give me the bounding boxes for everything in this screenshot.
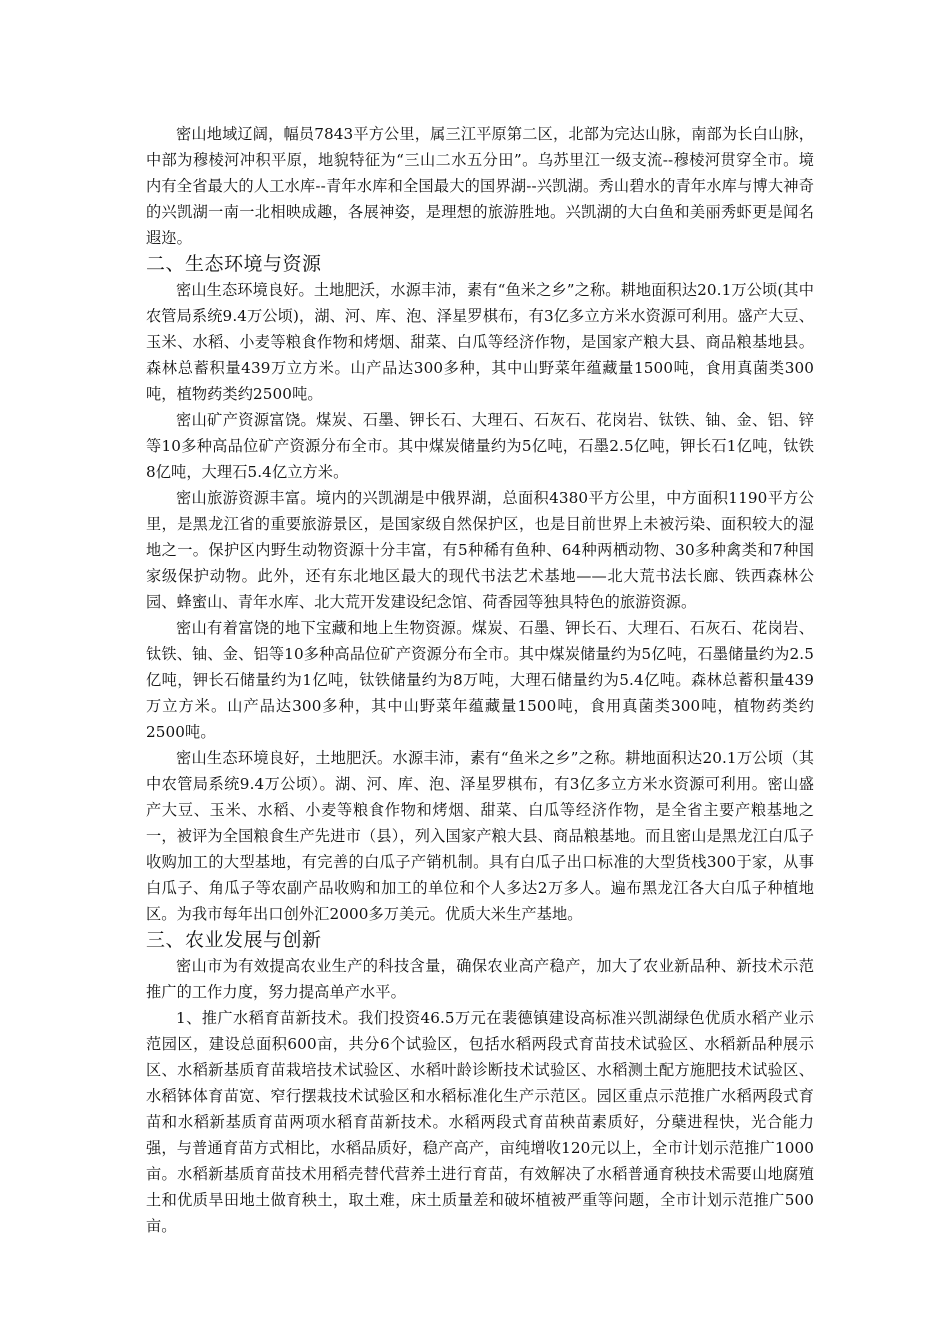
section-heading-agriculture: 三、农业发展与创新 [146, 929, 322, 951]
paragraph-agriculture-base: 密山生态环境良好，土地肥沃。水源丰沛，素有“鱼米之乡”之称。耕地面积达20.1万公顷（其中农管局系统9.4万公顷）。湖、河、库、泡、泽星罗棋布，有3亿多立方米水资源可利用。密山盛产大豆、玉米、水稻、小麦等粮食作物和烤烟、甜菜、白瓜等经济作物，是全省主要产粮基地之一，被评为全国粮食生产先进市（县），列入国家产粮大县、商品粮基地。而且密山是黑龙江白瓜子收购加工的大型基地，有完善的白瓜子产销机制。具有白瓜子出口标准的大型货栈300于家，从事白瓜子、角瓜子等农副产品收购和加工的单位和个人多达2万多人。遍布黑龙江各大白瓜子种植地区。为我市每年出口创外汇2000多万美元。优质大米生产基地。 [146, 749, 814, 923]
section-heading-ecology: 二、生态环境与资源 [146, 253, 322, 275]
paragraph-minerals: 密山矿产资源富饶。煤炭、石墨、钾长石、大理石、石灰石、花岗岩、钛铁、铀、金、铝、锌等10多种高品位矿产资源分布全市。其中煤炭储量约为5亿吨，石墨2.5亿吨，钾长石1亿吨，钛铁8亿吨，大理石5.4亿立方米。 [146, 411, 814, 481]
paragraph-agri-intro: 密山市为有效提高农业生产的科技含量，确保农业高产稳产，加大了农业新品种、新技术示范推广的工作力度，努力提高单产水平。 [146, 957, 814, 1001]
paragraph-rice-seedling: 1、推广水稻育苗新技术。我们投资46.5万元在裴德镇建设高标准兴凯湖绿色优质水稻产业示范园区，建设总面积600亩，共分6个试验区，包括水稻两段式育苗技术试验区、水稻新品种展示区、水稻新基质育苗栽培技术试验区、水稻叶龄诊断技术试验区、水稻测土配方施肥技术试验区、水稻钵体育苗宽、窄行摆栽技术试验区和水稻标准化生产示范区。园区重点示范推广水稻两段式育苗和水稻新基质育苗两项水稻育苗新技术。水稻两段式育苗秧苗素质好，分蘖进程快，光合能力强，与普通育苗方式相比，水稻品质好，稳产高产，亩纯增收120元以上，全市计划示范推广1000亩。水稻新基质育苗技术用稻壳替代营养土进行育苗，有效解决了水稻普通育秧技术需要山地腐殖土和优质旱田地土做育秧土，取土难，床土质量差和破坏植被严重等问题，全市计划示范推广500亩。 [146, 1009, 814, 1235]
paragraph-tourism: 密山旅游资源丰富。境内的兴凯湖是中俄界湖，总面积4380平方公里，中方面积1190平方公里，是黑龙江省的重要旅游景区，是国家级自然保护区，也是目前世界上未被污染、面积较大的湿地之一。保护区内野生动物资源十分丰富，有5种稀有鱼种、64种两栖动物、30多种禽类和7种国家级保护动物。此外，还有东北地区最大的现代书法艺术基地——北大荒书法长廊、铁西森林公园、蜂蜜山、青年水库、北大荒开发建设纪念馆、荷香园等独具特色的旅游资源。 [146, 489, 814, 611]
paragraph-ecology: 密山生态环境良好。土地肥沃，水源丰沛，素有“鱼米之乡”之称。耕地面积达20.1万公顷(其中农管局系统9.4万公顷)，湖、河、库、泡、泽星罗棋布，有3亿多立方米水资源可利用。盛产大豆、玉米、水稻、小麦等粮食作物和烤烟、甜菜、白瓜等经济作物，是国家产粮大县、商品粮基地县。森林总蓄积量439万立方米。山产品达300多种，其中山野菜年蕴藏量1500吨，食用真菌类300吨，植物药类约2500吨。 [146, 281, 814, 403]
document-page [146, 121, 814, 1239]
intro-paragraph: 密山地域辽阔，幅员7843平方公里，属三江平原第二区，北部为完达山脉，南部为长白山脉，中部为穆棱河冲积平原，地貌特征为“三山二水五分田”。乌苏里江一级支流--穆棱河贯穿全市。境内有全省最大的人工水库--青年水库和全国最大的国界湖--兴凯湖。秀山碧水的青年水库与博大神奇的兴凯湖一南一北相映成趣，各展神姿，是理想的旅游胜地。兴凯湖的大白鱼和美丽秀虾更是闻名遐迩。 [146, 125, 814, 247]
paragraph-resources: 密山有着富饶的地下宝藏和地上生物资源。煤炭、石墨、钾长石、大理石、石灰石、花岗岩、钛铁、铀、金、铝等10多种高品位矿产资源分布全市。其中煤炭储量约为5亿吨，石墨储量约为2.5亿吨，钾长石储量约为1亿吨，钛铁储量约为8万吨，大理石储量约为5.4亿吨。森林总蓄积量439万立方米。山产品达300多种，其中山野菜年蕴藏量1500吨，食用真菌类300吨，植物药类约2500吨。 [146, 619, 814, 741]
